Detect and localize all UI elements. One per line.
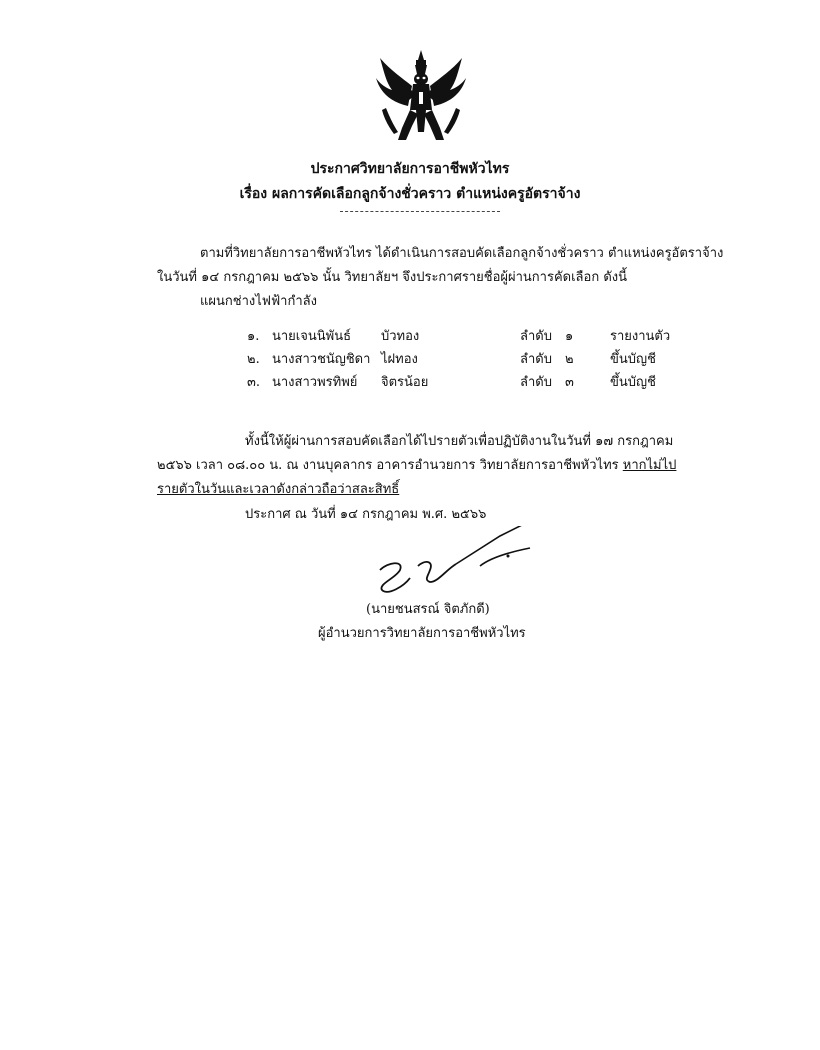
- announcement-date: ประกาศ ณ วันที่ ๑๔ กรกฎาคม พ.ศ. ๒๕๖๖: [245, 507, 487, 522]
- candidate-last-name: ไฝทอง: [381, 352, 418, 367]
- rank-label: ลำดับ: [520, 375, 552, 390]
- paragraph-2-line-1: ทั้งนี้ให้ผู้ผ่านการสอบคัดเลือกได้ไปรายตัวเพื่อปฏิบัติงานในวันที่ ๑๗ กรกฎาคม: [245, 434, 674, 449]
- candidate-last-name: จิตรน้อย: [381, 375, 429, 390]
- paragraph-2-warning-start: หากไม่ไป: [622, 458, 677, 473]
- paragraph-1-line-2: ในวันที่ ๑๔ กรกฎาคม ๒๕๖๖ นั้น วิทยาลัยฯ จึงประกาศรายชื่อผู้ผ่านการคัดเลือก ดังนี้: [157, 270, 627, 285]
- rank-value: ๑: [565, 329, 574, 344]
- department-name: แผนกช่างไฟฟ้ากำลัง: [200, 294, 317, 309]
- candidate-first-name: นางสาวชนัญชิดา: [272, 352, 371, 367]
- candidate-status: ขึ้นบัญชี: [610, 375, 656, 390]
- paragraph-2-line-2: [157, 454, 676, 475]
- candidate-status: ขึ้นบัญชี: [610, 352, 656, 367]
- paragraph-1-line-1: ตามที่วิทยาลัยการอาชีพหัวไทร ได้ดำเนินการสอบคัดเลือกลูกจ้างชั่วคราว ตำแหน่งครูอัตราจ้าง: [200, 246, 724, 261]
- announcement-subject: เรื่อง ผลการคัดเลือกลูกจ้างชั่วคราว ตำแหน่งครูอัตราจ้าง: [239, 186, 581, 202]
- separator-line: [340, 211, 500, 212]
- garuda-emblem: [372, 48, 470, 148]
- rank-value: ๓: [565, 375, 574, 390]
- candidate-number: ๑.: [247, 329, 260, 344]
- signature-image: [360, 526, 550, 598]
- signer-name: (นายชนสรณ์ จิตภักดี): [366, 602, 490, 617]
- rank-value: ๒: [565, 352, 574, 367]
- candidate-status: รายงานตัว: [610, 329, 671, 344]
- candidate-number: ๓.: [247, 375, 261, 390]
- candidate-last-name: บัวทอง: [381, 329, 420, 344]
- candidate-first-name: นายเจนนิพันธ์: [272, 329, 352, 344]
- rank-label: ลำดับ: [520, 352, 552, 367]
- candidate-number: ๒.: [247, 352, 260, 367]
- announcement-title: ประกาศวิทยาลัยการอาชีพหัวไทร: [310, 161, 510, 177]
- signer-position: ผู้อำนวยการวิทยาลัยการอาชีพหัวไทร: [318, 626, 526, 641]
- rank-label: ลำดับ: [520, 329, 552, 344]
- paragraph-2-warning: รายตัวในวันและเวลาดังกล่าวถือว่าสละสิทธิ์: [157, 482, 400, 497]
- candidate-first-name: นางสาวพรทิพย์: [272, 375, 358, 390]
- paragraph-2-text: ๒๕๖๖ เวลา ๐๘.๐๐ น. ณ งานบุคลากร อาคารอำนวยการ วิทยาลัยการอาชีพหัวไทร: [157, 458, 619, 473]
